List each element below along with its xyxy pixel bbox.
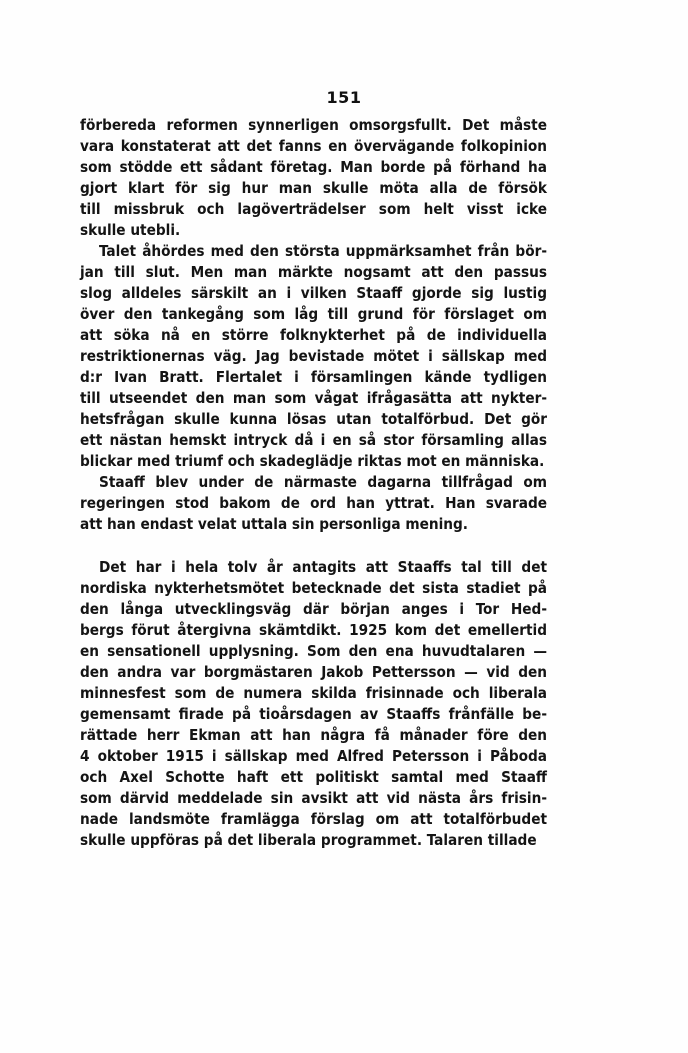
- text-line: att han endast velat uttala sin personliga mening.: [80, 515, 468, 533]
- text-line: Staaff blev under de närmaste dagarna tillfrågad om: [99, 473, 547, 491]
- text-line: över den tankegång som låg till grund för förslaget om: [80, 305, 547, 323]
- text-line: nade landsmöte framlägga förslag om att totalförbudet: [80, 810, 547, 828]
- text-line: slog alldeles särskilt an i vilken Staaff gjorde sig lustig: [80, 284, 547, 302]
- paragraph: [80, 557, 547, 851]
- text-line: minnesfest som de numera skilda frisinnade och liberala: [80, 684, 547, 702]
- text-line: Talet åhördes med den största uppmärksamhet från bör-: [99, 242, 547, 260]
- text-line: d:r Ivan Bratt. Flertalet i församlingen kände tydligen: [80, 368, 547, 386]
- text-line: blickar med triumf och skadeglädje riktas mot en människa.: [80, 452, 545, 470]
- text-line: till missbruk och lagöverträdelser som helt visst icke: [80, 200, 547, 218]
- text-line: till utseendet den man som vågat ifrågasätta att nykter-: [80, 389, 547, 407]
- paragraph: [80, 241, 547, 472]
- text-line: gjort klart för sig hur man skulle möta alla de försök: [80, 179, 547, 197]
- text-line: 4 oktober 1915 i sällskap med Alfred Petersson i Påboda: [80, 747, 547, 765]
- text-line: ett nästan hemskt intryck då i en så stor församling allas: [80, 431, 547, 449]
- page-number: 151: [326, 88, 362, 107]
- text-line: bergs förut återgivna skämtdikt. 1925 kom det emellertid: [80, 621, 547, 639]
- text-line: nordiska nykterhetsmötet betecknade det sista stadiet på: [80, 579, 547, 597]
- text-line: den andra var borgmästaren Jakob Pettersson — vid den: [80, 663, 547, 681]
- text-line: den långa utvecklingsväg där början anges i Tor Hed-: [80, 600, 547, 618]
- text-line: förbereda reformen synnerligen omsorgsfullt. Det måste: [80, 116, 547, 134]
- text-line: och Axel Schotte haft ett politiskt samtal med Staaff: [80, 768, 547, 786]
- paragraph: [80, 115, 547, 241]
- text-line: en sensationell upplysning. Som den ena huvudtalaren —: [80, 642, 547, 660]
- text-line: skulle uppföras på det liberala programmet. Talaren tillade: [80, 831, 537, 849]
- text-line: rättade herr Ekman att han några få månader före den: [80, 726, 547, 744]
- text-line: som stödde ett sådant företag. Man borde på förhand ha: [80, 158, 547, 176]
- text-line: regeringen stod bakom de ord han yttrat. Han svarade: [80, 494, 547, 512]
- text-line: att söka nå en större folknykterhet på de individuella: [80, 326, 547, 344]
- paragraph: [80, 472, 547, 535]
- text-line: jan till slut. Men man märkte nogsamt att den passus: [80, 263, 547, 281]
- text-line: vara konstaterat att det fanns en övervägande folkopinion: [80, 137, 547, 155]
- text-line: Det har i hela tolv år antagits att Staaffs tal till det: [99, 558, 547, 576]
- body-text: [80, 115, 547, 851]
- text-line: gemensamt firade på tioårsdagen av Staaffs frånfälle be-: [80, 705, 547, 723]
- text-line: som därvid meddelade sin avsikt att vid nästa års frisin-: [80, 789, 547, 807]
- text-line: skulle utebli.: [80, 221, 181, 239]
- text-line: hetsfrågan skulle kunna lösas utan totalförbud. Det gör: [80, 410, 547, 428]
- text-line: restriktionernas väg. Jag bevistade mötet i sällskap med: [80, 347, 547, 365]
- paragraph-gap: [80, 535, 547, 557]
